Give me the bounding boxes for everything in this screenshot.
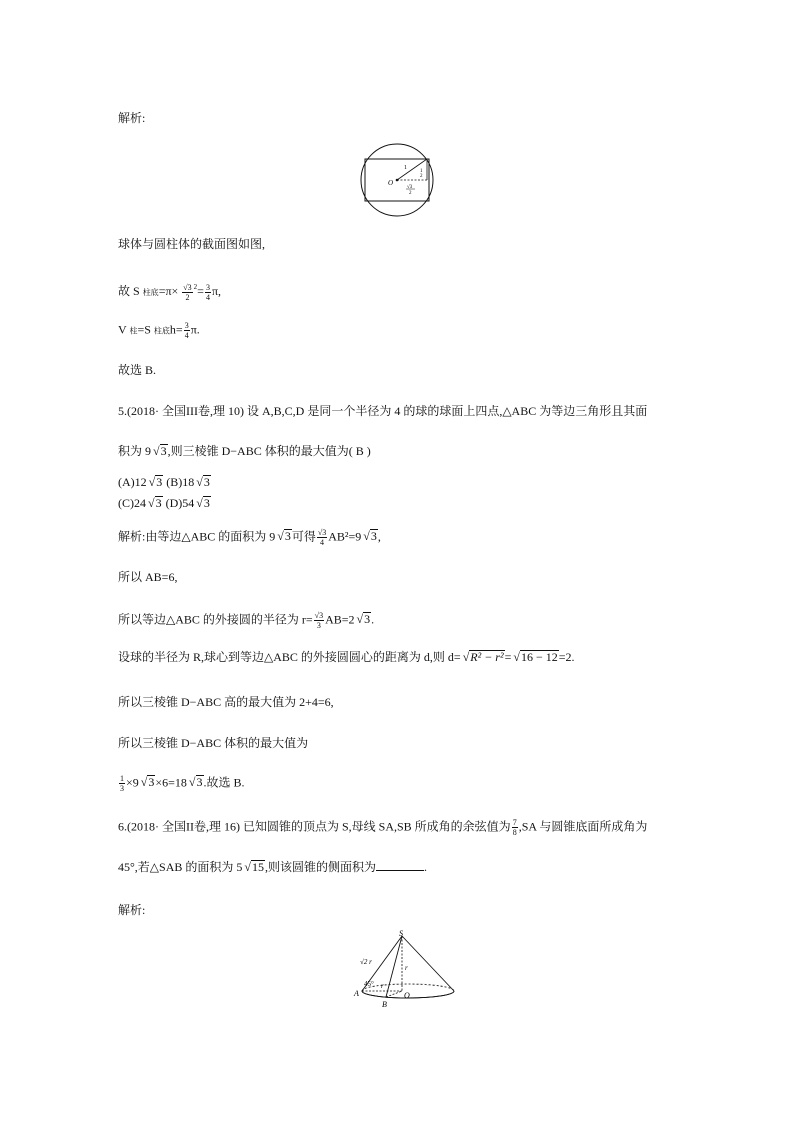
fig2-label-r1: r [405,964,408,972]
fig1-label-half-d: 2 [420,174,423,179]
solution-5-line-4: 设球的半径为 R,球心到等边△ABC 的外接圆圆心的距离为 d,则 d= √R² − r²= √16 − 12=2. [118,650,575,664]
fraction: $\frac{√3}{3}$ [314,611,324,630]
fraction: $\frac{√3}{4}$ [317,528,327,547]
options-c-d: (C)24 √3 (D)54 √3 [118,496,210,510]
fig1-label-r3d: 2 [409,191,412,196]
fig1-label-o: O [388,179,394,187]
question-5-line-2: 积为 9 √3,则三棱锥 D−ABC 体积的最大值为( B ) [118,444,371,458]
fig1-label-r3: √3 [407,185,413,190]
options-a-b: (A)12 √3 (B)18 √3 [118,475,210,489]
fig2-label-b: B [382,1000,387,1009]
cone-figure [336,928,456,1012]
fig2-label-r2: r [381,982,384,990]
solution-5-line-7: $\frac{1}{3}$ ×9 √3×6=18 √3.故选 B. [120,774,245,793]
solution-5-line-2: 所以 AB=6, [118,570,178,584]
fraction: $\frac{7}{8}$ [512,818,517,837]
answer-blank [376,870,424,871]
fraction: $\frac{√3}{2}$ [183,282,192,302]
question-6-line-1: 6.(2018· 全国II卷,理 16) 已知圆锥的顶点为 S,母线 SA,SB 所成角的余弦值为 $\frac{7}{8}$ ,SA 与圆锥底面所成角为 [118,818,648,837]
fraction: $\frac{1}{3}$ [120,774,124,793]
question-5-line-1: 5.(2018· 全国III卷,理 10) 设 A,B,C,D 是同一个半径为 4 的球的球面上四点,△ABC 为等边三角形且其面 [118,404,648,418]
solution-5-line-1: 解析:由等边△ABC 的面积为 9 √3可得 $\frac{√3}{4}$ AB²=9 √3, [118,528,381,547]
analysis-label-2: 解析: [118,903,146,917]
fig2-label-angle: 45° [364,980,374,988]
fraction: $\frac{3}{4}$ [205,282,210,302]
fig1-label-half-n: 1 [420,169,423,174]
fig2-label-a: A [354,989,359,998]
question-6-line-2: 45°,若△SAB 的面积为 5 √15,则该圆锥的侧面积为 . [118,860,427,874]
sphere-cylinder-figure [357,142,437,218]
analysis-label-1: 解析: [118,111,146,125]
solution-5-line-6: 所以三棱锥 D−ABC 体积的最大值为 [118,736,309,750]
fig2-label-sqrt2r: √2 r [360,958,372,966]
answer-b-line: 故选 B. [118,363,157,377]
formula-s-line: 故 S 柱底=π× $\frac{√3}{2}$ $^2$= $\frac{3}{4}$ π, [118,282,222,302]
solution-5-line-5: 所以三棱锥 D−ABC 高的最大值为 2+4=6, [118,695,334,709]
fig2-label-s: S [399,929,403,938]
fraction: $\frac{3}{4}$ [184,321,189,340]
solution-5-line-3: 所以等边△ABC 的外接圆的半径为 r= $\frac{√3}{3}$ AB=2 √3. [118,611,375,630]
fig1-label-1: 1 [404,165,407,171]
caption-line: 球体与圆柱体的截面图如图, [118,237,266,251]
formula-v-line: V 柱=S 柱底h= $\frac{3}{4}$ π. [118,321,200,340]
fig2-label-o: O [404,991,410,1000]
